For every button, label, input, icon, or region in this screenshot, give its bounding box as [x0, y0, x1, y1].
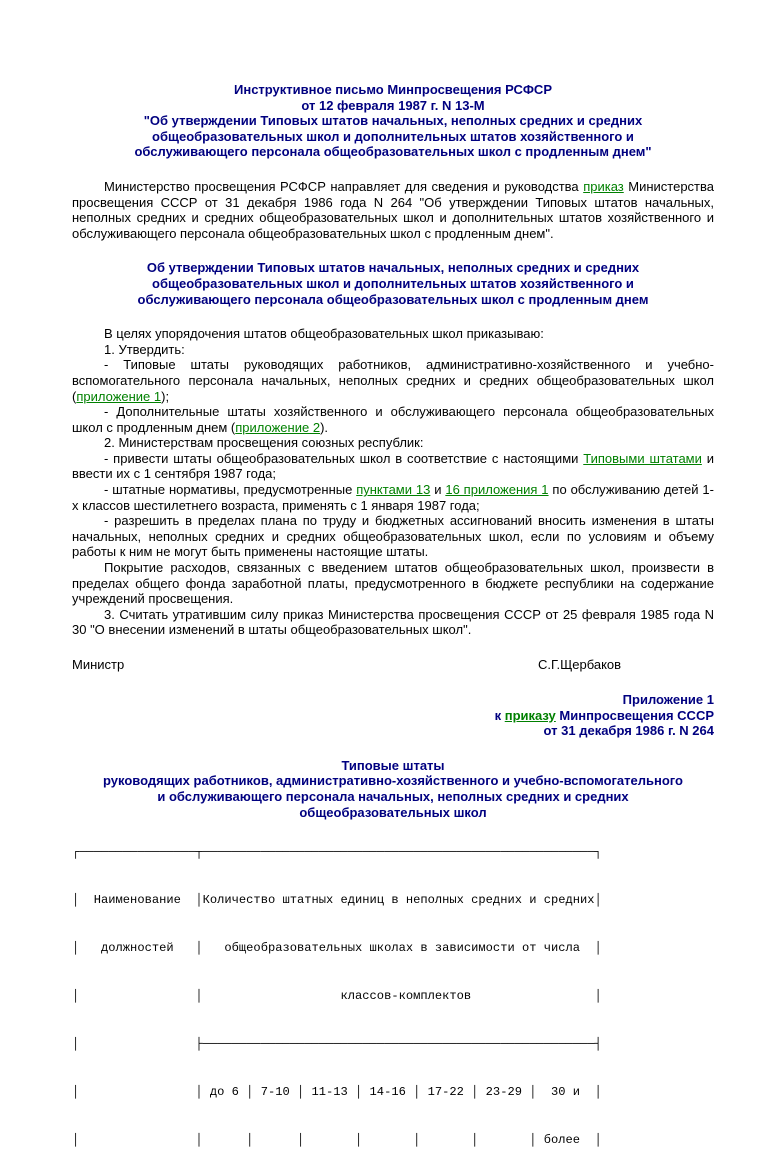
- table-line: │ │ │ │ │ │ │ │ более │: [72, 1133, 602, 1147]
- annex-title: [72, 758, 714, 820]
- paragraph: - Дополнительные штаты хозяйственного и обслуживающего персонала общеобразовательных школ с продленным днем (приложение 2).: [72, 404, 714, 435]
- title-line: "Об утверждении Типовых штатов начальных, неполных средних и средних: [143, 113, 643, 129]
- annex-order-link[interactable]: приказу: [504, 707, 556, 723]
- title-line: Инструктивное письмо Минпросвещения РСФСР: [234, 82, 552, 97]
- order-title-line: общеобразовательных школ и дополнительных штатов хозяйственного и: [152, 275, 634, 291]
- signature: [72, 657, 714, 673]
- paragraph: Покрытие расходов, связанных с введением штатов общеобразовательных школ, произвести в пределах общего фонда заработной платы, предусмотренного в бюджете республики на содержание учреждений просвещения.: [72, 560, 714, 607]
- annex-1-link[interactable]: приложение 1: [76, 388, 162, 404]
- paragraph: - Типовые штаты руководящих работников, административно-хозяйственного и учебно-вспомогательного персонала начальных, неполных средних и средних общеобразовательных школ (приложение 1);: [72, 357, 714, 404]
- annex-title-line: и обслуживающего персонала начальных, неполных средних и средних: [157, 788, 629, 804]
- paragraph: В целях упорядочения штатов общеобразовательных школ приказываю:: [104, 326, 544, 342]
- annex-title-line: руководящих работников, административно-хозяйственного и учебно-вспомогательного: [103, 773, 683, 789]
- title-line: от 12 февраля 1987 г. N 13-М: [301, 97, 485, 113]
- title-line: обслуживающего персонала общеобразовательных школ с продленным днем": [134, 144, 652, 160]
- order-body: [72, 326, 714, 638]
- annex-header: [72, 692, 714, 739]
- annex-reference: к приказу Минпросвещения СССР: [494, 707, 714, 723]
- table-line: ┌────────────────┬──────────────────────────────────────────────────────┐: [72, 845, 602, 859]
- intro-paragraph: Министерство просвещения РСФСР направляет для сведения и руководства приказ Министерства просвещения СССР от 31 декабря 1986 года N 264 "Об утверждении Типовых штатов начальных, неполных средних и средних общеобразовательных школ и дополнительных штатов хозяйственного и обслуживающего персонала общеобразовательных школ с продленным днем".: [72, 178, 715, 241]
- table-line: │ │ до 6 │ 7-10 │ 11-13 │ 14-16 │ 17-22 │ 23-29 │ 30 и │: [72, 1085, 602, 1099]
- table-line: │ ├──────────────────────────────────────────────────────┤: [72, 1037, 602, 1051]
- point-16-link[interactable]: 16 приложения 1: [445, 482, 549, 498]
- table-line: │ Наименование │Количество штатных единиц в неполных средних и средних│: [72, 893, 602, 907]
- document: [72, 0, 714, 820]
- order-title: [72, 260, 714, 307]
- signature-role: Министр: [72, 657, 125, 672]
- paragraph: 2. Министерствам просвещения союзных республик:: [104, 435, 424, 451]
- table-line: │ │ классов-комплектов │: [72, 989, 602, 1003]
- table-line: │ должностей │ общеобразовательных школах в зависимости от числа │: [72, 941, 602, 955]
- order-title-line: Об утверждении Типовых штатов начальных, неполных средних и средних: [146, 260, 640, 276]
- annex-title-line: общеобразовательных школ: [299, 804, 487, 820]
- annex-number: Приложение 1: [622, 692, 714, 707]
- paragraph: - штатные нормативы, предусмотренные пунктами 13 и 16 приложения 1 по обслуживанию детей 1-х классов шестилетнего возраста, применять с 1 января 1987 года;: [72, 482, 714, 513]
- signature-name: С.Г.Щербаков: [538, 657, 622, 672]
- order-title-line: обслуживающего персонала общеобразовательных школ с продленным днем: [137, 291, 649, 307]
- annex-title-line: Типовые штаты: [341, 757, 445, 773]
- order-link[interactable]: приказ: [583, 178, 624, 194]
- points-13-link[interactable]: пунктами 13: [356, 482, 431, 498]
- title-line: общеобразовательных школ и дополнительных штатов хозяйственного и: [152, 128, 634, 144]
- annex-2-link[interactable]: приложение 2: [235, 419, 321, 435]
- staff-table: [72, 812, 602, 1164]
- document-title: [72, 82, 714, 160]
- typical-staff-link[interactable]: Типовыми штатами: [583, 450, 702, 466]
- annex-date: от 31 декабря 1986 г. N 264: [543, 723, 714, 739]
- paragraph: - разрешить в пределах плана по труду и бюджетных ассигнований вносить изменения в штаты начальных, неполных средних и средних общеобразовательных школ, если по условиям и объему работы к ним не могут быть применены настоящие штаты.: [72, 513, 714, 560]
- paragraph: 3. Считать утратившим силу приказ Министерства просвещения СССР от 25 февраля 1985 года N 30 "О внесении изменений в штаты общеобразовательных школ".: [72, 606, 714, 638]
- paragraph: 1. Утвердить:: [104, 341, 185, 357]
- paragraph: - привести штаты общеобразовательных школ в соответствие с настоящими Типовыми штатами и ввести их с 1 сентября 1987 года;: [72, 450, 714, 482]
